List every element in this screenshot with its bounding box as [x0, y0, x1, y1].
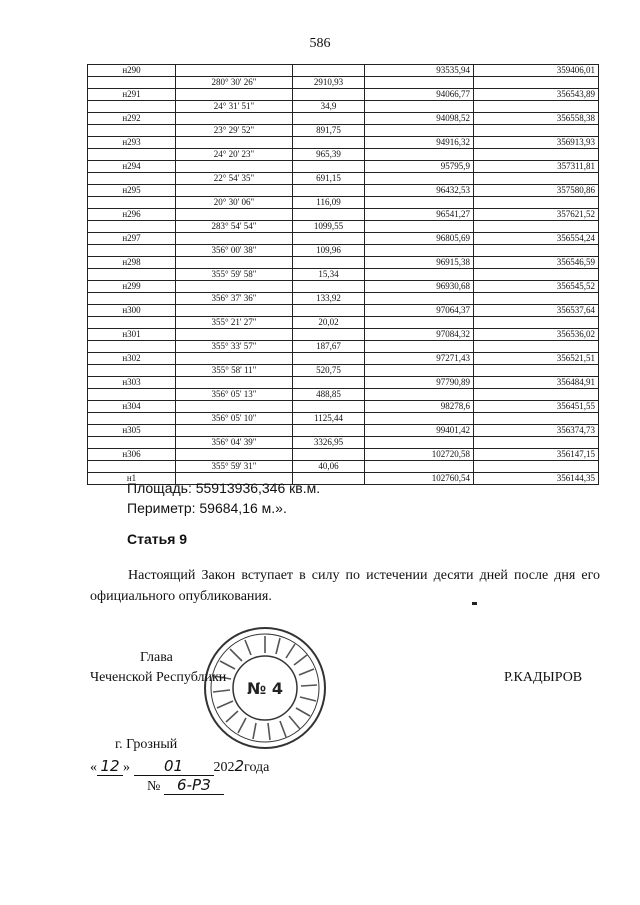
- angle-cell: [176, 329, 293, 341]
- distance-cell: [293, 137, 365, 149]
- table-row: [88, 161, 599, 173]
- distance-cell: [293, 209, 365, 221]
- date-year-digit: 2: [234, 757, 245, 775]
- angle-cell: [176, 305, 293, 317]
- point-cell: н303: [88, 377, 176, 389]
- x-cell: 97271,43: [365, 353, 474, 365]
- table-row: [88, 221, 599, 233]
- y-cell: [474, 413, 599, 425]
- x-cell: 102760,54: [365, 473, 474, 485]
- table-row: [88, 401, 599, 413]
- point-cell: н291: [88, 89, 176, 101]
- y-cell: [474, 341, 599, 353]
- point-cell: н1: [88, 473, 176, 485]
- table-row: [88, 293, 599, 305]
- table-row: [88, 377, 599, 389]
- article-text: Настоящий Закон вступает в силу по истечении десяти дней после дня его официального опубликования.: [90, 568, 600, 604]
- x-cell: 97064,37: [365, 305, 474, 317]
- distance-cell: 2910,93: [293, 77, 365, 89]
- x-cell: [365, 389, 474, 401]
- x-cell: [365, 245, 474, 257]
- angle-cell: [176, 185, 293, 197]
- table-row: [88, 413, 599, 425]
- table-row: [88, 77, 599, 89]
- table-row: [88, 305, 599, 317]
- point-cell: [88, 317, 176, 329]
- y-cell: 356144,35: [474, 473, 599, 485]
- signature-republic: Чеченской Республики: [90, 670, 227, 685]
- x-cell: [365, 413, 474, 425]
- table-row: [88, 461, 599, 473]
- distance-cell: 20,02: [293, 317, 365, 329]
- table-row: [88, 437, 599, 449]
- point-cell: [88, 365, 176, 377]
- angle-cell: [176, 161, 293, 173]
- table-row: [88, 329, 599, 341]
- distance-cell: [293, 329, 365, 341]
- x-cell: [365, 77, 474, 89]
- y-cell: [474, 149, 599, 161]
- y-cell: [474, 173, 599, 185]
- y-cell: [474, 269, 599, 281]
- table-row: [88, 425, 599, 437]
- angle-cell: 355° 59' 31": [176, 461, 293, 473]
- point-cell: н294: [88, 161, 176, 173]
- angle-cell: 355° 33' 57": [176, 341, 293, 353]
- y-cell: [474, 221, 599, 233]
- y-cell: [474, 293, 599, 305]
- distance-cell: 15,34: [293, 269, 365, 281]
- x-cell: 96541,27: [365, 209, 474, 221]
- table-row: [88, 125, 599, 137]
- point-cell: [88, 413, 176, 425]
- signatory-name: Р.КАДЫРОВ: [504, 670, 583, 685]
- x-cell: 93535,94: [365, 65, 474, 77]
- x-cell: 94066,77: [365, 89, 474, 101]
- table-row: [88, 257, 599, 269]
- x-cell: [365, 461, 474, 473]
- x-cell: 94098,52: [365, 113, 474, 125]
- x-cell: [365, 293, 474, 305]
- page-number: 586: [309, 36, 331, 51]
- angle-cell: 356° 05' 13": [176, 389, 293, 401]
- dash-mark: [472, 602, 477, 605]
- angle-cell: 24° 20' 23": [176, 149, 293, 161]
- point-cell: [88, 77, 176, 89]
- angle-cell: 20° 30' 06": [176, 197, 293, 209]
- point-cell: н301: [88, 329, 176, 341]
- table-row: [88, 353, 599, 365]
- point-cell: н305: [88, 425, 176, 437]
- y-cell: 356451,55: [474, 401, 599, 413]
- y-cell: 356536,02: [474, 329, 599, 341]
- y-cell: 356537,64: [474, 305, 599, 317]
- point-cell: н295: [88, 185, 176, 197]
- angle-cell: [176, 257, 293, 269]
- x-cell: 102720,58: [365, 449, 474, 461]
- angle-cell: [176, 233, 293, 245]
- table-row: [88, 149, 599, 161]
- distance-cell: [293, 281, 365, 293]
- distance-cell: [293, 425, 365, 437]
- x-cell: 97084,32: [365, 329, 474, 341]
- angle-cell: 280° 30' 26": [176, 77, 293, 89]
- angle-cell: 24° 31' 51": [176, 101, 293, 113]
- distance-cell: [293, 305, 365, 317]
- y-cell: [474, 101, 599, 113]
- angle-cell: 23° 29' 52": [176, 125, 293, 137]
- y-cell: [474, 365, 599, 377]
- table-row: [88, 185, 599, 197]
- distance-cell: 520,75: [293, 365, 365, 377]
- y-cell: 356558,38: [474, 113, 599, 125]
- point-cell: н304: [88, 401, 176, 413]
- angle-cell: [176, 281, 293, 293]
- point-cell: [88, 125, 176, 137]
- point-cell: н296: [88, 209, 176, 221]
- angle-cell: [176, 137, 293, 149]
- y-cell: 357621,52: [474, 209, 599, 221]
- table-row: [88, 197, 599, 209]
- angle-cell: [176, 449, 293, 461]
- point-cell: н297: [88, 233, 176, 245]
- point-cell: [88, 149, 176, 161]
- distance-cell: 116,09: [293, 197, 365, 209]
- point-cell: н290: [88, 65, 176, 77]
- angle-cell: 22° 54' 35": [176, 173, 293, 185]
- table-row: [88, 89, 599, 101]
- y-cell: [474, 125, 599, 137]
- seal-number: № 4: [247, 679, 283, 698]
- x-cell: 96915,38: [365, 257, 474, 269]
- x-cell: [365, 221, 474, 233]
- x-cell: [365, 101, 474, 113]
- table-row: [88, 245, 599, 257]
- x-cell: 98278,6: [365, 401, 474, 413]
- distance-cell: 891,75: [293, 125, 365, 137]
- perimeter-text: Периметр: 59684,16 м.».: [127, 500, 287, 516]
- distance-cell: 133,92: [293, 293, 365, 305]
- y-cell: 356545,52: [474, 281, 599, 293]
- angle-cell: 355° 21' 27": [176, 317, 293, 329]
- x-cell: [365, 173, 474, 185]
- point-cell: [88, 341, 176, 353]
- y-cell: [474, 317, 599, 329]
- distance-cell: [293, 113, 365, 125]
- angle-cell: [176, 65, 293, 77]
- article-title: Статья 9: [127, 531, 188, 547]
- point-cell: [88, 389, 176, 401]
- distance-cell: [293, 185, 365, 197]
- distance-cell: [293, 401, 365, 413]
- point-cell: [88, 197, 176, 209]
- point-cell: н300: [88, 305, 176, 317]
- angle-cell: [176, 401, 293, 413]
- y-cell: [474, 437, 599, 449]
- table-row: [88, 233, 599, 245]
- table-row: [88, 173, 599, 185]
- y-cell: [474, 77, 599, 89]
- distance-cell: [293, 353, 365, 365]
- x-cell: [365, 269, 474, 281]
- y-cell: 357311,81: [474, 161, 599, 173]
- point-cell: н292: [88, 113, 176, 125]
- y-cell: [474, 389, 599, 401]
- angle-cell: 356° 05' 10": [176, 413, 293, 425]
- x-cell: 96432,53: [365, 185, 474, 197]
- x-cell: [365, 317, 474, 329]
- distance-cell: 40,06: [293, 461, 365, 473]
- angle-cell: 355° 58' 11": [176, 365, 293, 377]
- distance-cell: 3326,95: [293, 437, 365, 449]
- point-cell: н302: [88, 353, 176, 365]
- distance-cell: [293, 377, 365, 389]
- y-cell: 356913,93: [474, 137, 599, 149]
- y-cell: [474, 245, 599, 257]
- y-cell: 356374,73: [474, 425, 599, 437]
- x-cell: [365, 125, 474, 137]
- distance-cell: [293, 233, 365, 245]
- y-cell: 359406,01: [474, 65, 599, 77]
- distance-cell: [293, 65, 365, 77]
- point-cell: н306: [88, 449, 176, 461]
- table-row: [88, 341, 599, 353]
- distance-cell: 691,15: [293, 173, 365, 185]
- x-cell: [365, 197, 474, 209]
- distance-cell: 187,67: [293, 341, 365, 353]
- point-cell: [88, 173, 176, 185]
- x-cell: [365, 437, 474, 449]
- x-cell: 97790,89: [365, 377, 474, 389]
- date-month: 01: [134, 757, 214, 776]
- point-cell: н293: [88, 137, 176, 149]
- distance-cell: 109,96: [293, 245, 365, 257]
- point-cell: н299: [88, 281, 176, 293]
- y-cell: 356554,24: [474, 233, 599, 245]
- y-cell: 356543,89: [474, 89, 599, 101]
- table-row: [88, 137, 599, 149]
- x-cell: [365, 149, 474, 161]
- angle-cell: [176, 113, 293, 125]
- signature-title: Глава: [140, 650, 173, 665]
- distance-cell: [293, 161, 365, 173]
- distance-cell: 34,9: [293, 101, 365, 113]
- coordinates-table: [87, 64, 599, 485]
- angle-cell: 356° 37' 36": [176, 293, 293, 305]
- table-row: [88, 269, 599, 281]
- y-cell: 356521,51: [474, 353, 599, 365]
- angle-cell: [176, 89, 293, 101]
- y-cell: [474, 461, 599, 473]
- x-cell: 96805,69: [365, 233, 474, 245]
- point-cell: [88, 269, 176, 281]
- point-cell: [88, 245, 176, 257]
- distance-cell: 965,39: [293, 149, 365, 161]
- angle-cell: 356° 04' 39": [176, 437, 293, 449]
- angle-cell: [176, 353, 293, 365]
- point-cell: [88, 293, 176, 305]
- distance-cell: 488,85: [293, 389, 365, 401]
- point-cell: [88, 437, 176, 449]
- y-cell: 357580,86: [474, 185, 599, 197]
- official-seal: [200, 623, 330, 753]
- point-cell: [88, 101, 176, 113]
- point-cell: [88, 221, 176, 233]
- law-number-value: 6-РЗ: [164, 776, 224, 795]
- angle-cell: [176, 425, 293, 437]
- table-row: [88, 209, 599, 221]
- city: г. Грозный: [115, 737, 178, 752]
- x-cell: 95795,9: [365, 161, 474, 173]
- angle-cell: [176, 377, 293, 389]
- x-cell: 96930,68: [365, 281, 474, 293]
- x-cell: 94916,32: [365, 137, 474, 149]
- table-row: [88, 65, 599, 77]
- law-number: № 6-РЗ: [147, 776, 224, 795]
- table-row: [88, 365, 599, 377]
- point-cell: [88, 461, 176, 473]
- x-cell: 99401,42: [365, 425, 474, 437]
- distance-cell: [293, 89, 365, 101]
- x-cell: [365, 365, 474, 377]
- angle-cell: 355° 59' 58": [176, 269, 293, 281]
- table-row: [88, 101, 599, 113]
- distance-cell: 1099,55: [293, 221, 365, 233]
- table-row: [88, 281, 599, 293]
- y-cell: [474, 197, 599, 209]
- x-cell: [365, 341, 474, 353]
- signing-date: « 12 » 01 2022года: [90, 757, 270, 775]
- table-row: [88, 317, 599, 329]
- distance-cell: 1125,44: [293, 413, 365, 425]
- distance-cell: [293, 257, 365, 269]
- table-row: [88, 389, 599, 401]
- point-cell: н298: [88, 257, 176, 269]
- date-day: 12: [97, 757, 123, 776]
- area-text: Площадь: 55913936,346 кв.м.: [127, 480, 321, 496]
- table-row: [88, 449, 599, 461]
- angle-cell: 356° 00' 38": [176, 245, 293, 257]
- distance-cell: [293, 449, 365, 461]
- y-cell: 356147,15: [474, 449, 599, 461]
- table-row: [88, 113, 599, 125]
- angle-cell: [176, 209, 293, 221]
- angle-cell: 283° 54' 54": [176, 221, 293, 233]
- y-cell: 356484,91: [474, 377, 599, 389]
- y-cell: 356546,59: [474, 257, 599, 269]
